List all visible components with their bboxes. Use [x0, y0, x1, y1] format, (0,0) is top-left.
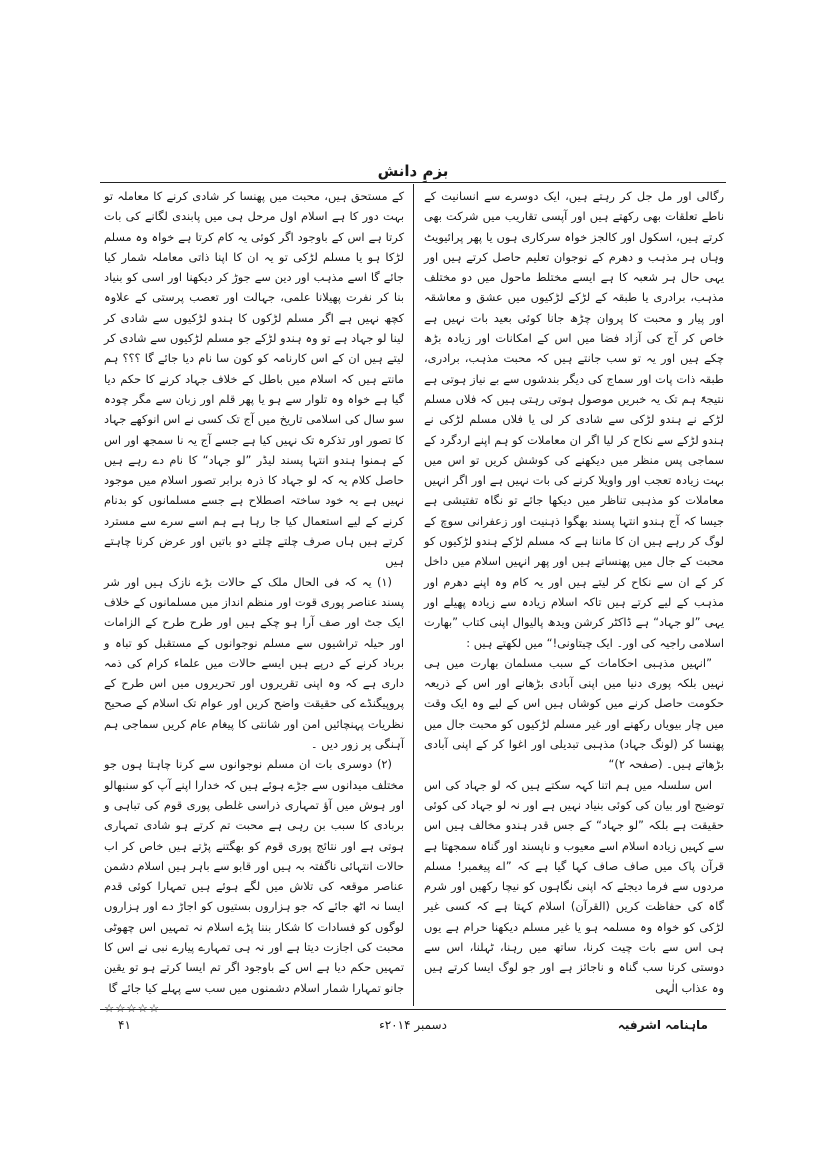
- end-stars: ☆☆☆☆☆: [104, 1000, 161, 1015]
- point-two-paragraph: (۲) دوسری بات ان مسلم نوجوانوں سے کرنا چاہتا ہوں جو مختلف میدانوں سے جڑے ہوئے ہیں کہ خدارا اپنے آپ کو سنبھالو اور ہوش میں آؤ تمہاری ذراسی غلطی پوری قوم کی تباہی و بربادی کا سبب بن رہی ہے محبت تم کرتے ہو شادی تمہاری ہوتی ہے اور نتائج پوری قوم کو بھگتنے پڑتے ہیں خاص کر اب حالات انتہائی ناگفتہ بہ ہیں اور قابو سے باہر ہیں اسلام دشمن عناصر موقعہ کی تلاش میں لگے ہوئے ہیں تمہارا کوئی قدم ایسا نہ اٹھ جائے کہ جو ہزاروں بستیوں کو اجاڑ دے اور ہزاروں لوگوں کو فسادات کا شکار بننا پڑے اسلام نہ تمہیں اس چھوٹی محبت کی اجازت دیتا ہے اور نہ ہی تمہارے پیارے نبی نے اس کا تمہیں حکم دیا ہے اس کے باوجود اگر تم ایسا کرتے ہو تو یقین جانو تمہارا شمار اسلام دشمنوں میں سب سے پہلے کیا جائے گا: [104, 757, 404, 995]
- column-divider: [413, 184, 414, 1006]
- footer-rule: [100, 1009, 726, 1010]
- section-title: بزمِ دانش: [377, 162, 449, 180]
- footer-magazine-name: ماہنامہ اشرفیہ: [617, 1018, 708, 1032]
- header-rule: [100, 182, 726, 183]
- quote-paragraph: ”انہیں مذہبی احکامات کے سبب مسلمان بھارت میں ہی نہیں بلکہ پوری دنیا میں اپنی آبادی بڑھانے اور اس کے ذریعہ حکومت حاصل کرنے میں کوشاں ہیں اس کے لیے وہ ایک وقت میں چار بیویاں رکھنے اور غیر مسلم لڑکیوں کو محبت جال میں پھنسا کر (لونگ جہاد) مذہبی تبدیلی اور اغوا کر کے اپنی آبادی بڑھاتے ہیں۔ (صفحہ ۲)“: [424, 655, 724, 772]
- left-column: [104, 186, 404, 1015]
- right-column: [424, 186, 724, 1006]
- page-number: ۴۱: [118, 1018, 131, 1032]
- right-paragraph-1: رگالی اور مل جل کر رہتے ہیں، ایک دوسرے سے انسانیت کے ناطے تعلقات بھی رکھتے ہیں اور آپسی تقاریب میں شرکت بھی کرتے ہیں، اسکول اور کالجز خواہ سرکاری ہوں یا پھر پرائیویٹ وہاں ہر مذہب و دھرم کے نوجوان تعلیم حاصل کرتے ہیں اور یہی حال ہر شعبہ کا ہے ایسے مختلط ماحول میں دو مختلف مذہب، برادری یا طبقہ کے لڑکے لڑکیوں میں عشق و معاشقہ اور پیار و محبت کا پروان چڑھ جانا کوئی بعید بات نہیں ہے خاص کر آج کی آزاد فضا میں اس کے امکانات اور زیادہ بڑھ چکے ہیں اور یہ تو سب جانتے ہیں کہ محبت مذہب، برادری، طبقہ ذات پات اور سماج کی دیگر بندشوں سے بے نیاز ہوتی ہے نتیجۃً ہم تک یہ خبریں موصول ہوتی رہتی ہیں کہ فلاں مسلم لڑکے نے ہندو لڑکی سے شادی کر لی یا فلاں مسلم لڑکی نے ہندو لڑکے سے نکاح کر لیا اگر ان معاملات کو ہم اپنے اردگرد کے سماجی پس منظر میں دیکھنے کی کوشش کریں تو اس میں بہت زیادہ تعجب اور واویلا کرنے کی بات نہیں ہے اور اگر انہیں معاملات کو مذہبی تناظر میں دیکھا جائے تو نگاہ تفتیشی ہے جیسا کہ آج ہندو انتہا پسند بھگوا ذہنیت اور زعفرانی سوچ کے لوگ کر رہے ہیں ان کا ماننا ہے کہ مسلم لڑکے ہندو لڑکیوں کو محبت کے جال میں پھنساتے ہیں اور پھر انہیں اسلام میں داخل کر کے ان سے نکاح کر لیتے ہیں اور یہ کام وہ اپنے دھرم اور مذہب کے لیے کرتے ہیں تاکہ اسلام زیادہ سے زیادہ پھیلے اور یہی ”لو جہاد“ ہے ڈاکٹر کرشن ویدھ پالیوال اپنی کتاب ”بھارت اسلامی راجیہ کی اور۔ ایک چیتاونی!“ میں لکھتے ہیں :: [424, 189, 724, 650]
- right-paragraph-3: اس سلسلہ میں ہم اتنا کہہ سکتے ہیں کہ لو جہاد کی اس توضیح اور بیان کی کوئی بنیاد نہیں ہے اور نہ لو جہاد کی کوئی حقیقت ہے بلکہ ”لو جہاد“ کے جس قدر ہندو مخالف ہیں اس سے کہیں زیادہ اسلام اسے معیوب و ناپسند اور گناہ سمجھتا ہے قرآن پاک میں صاف صاف کہا گیا ہے کہ ”اے پیغمبر! مسلم مردوں سے فرما دیجئے کہ اپنی نگاہوں کو نیچا رکھیں اور شرم گاہ کی حفاظت کریں (القرآن) اسلام کہتا ہے کہ کسی غیر لڑکی کو خواہ وہ مسلمہ ہو یا غیر مسلم دیکھنا حرام ہے یوں ہی اس سے بات چیت کرنا، ساتھ میں رہنا، ٹہلنا، اس سے دوستی کرنا سب گناہ و ناجائز ہے اور جو لوگ ایسا کرتے ہیں وہ عذاب الٰہی: [424, 777, 724, 995]
- footer-date: دسمبر ۲۰۱۴ء: [379, 1018, 447, 1032]
- left-paragraph-1: کے مستحق ہیں، محبت میں پھنسا کر شادی کرنے کا معاملہ تو بہت دور کا ہے اسلام اول مرحل ہی میں پابندی لگانے کی بات کرتا ہے اس کے باوجود اگر کوئی یہ کام کرتا ہے خواہ وہ مسلم لڑکا ہو یا مسلم لڑکی تو یہ ان کا اپنا ذاتی معاملہ شمار کیا جائے گا اسے مذہب اور دین سے جوڑ کر دیکھنا اور اسی کو بنیاد بنا کر نفرت پھیلانا علمی، جہالت اور تعصب پرستی کے علاوہ کچھ نہیں ہے اگر مسلم لڑکوں کا ہندو لڑکیوں سے شادی کر لینا لو جہاد ہے تو وہ ہندو لڑکے جو مسلم لڑکیوں سے شادی کر لیتے ہیں ان کے اس کارنامہ کو کون سا نام دیا جائے گا ؟؟؟ ہم مانتے ہیں کہ اسلام میں باطل کے خلاف جہاد کرنے کا حکم دیا گیا ہے خواہ وہ تلوار سے ہو یا پھر قلم اور زبان سے مگر چودہ سو سال کی اسلامی تاریخ میں آج تک کسی نے اس انوکھے جہاد کا تصور اور تذکرہ تک نہیں کیا ہے جسے آج یہ نا سمجھ اور اس کے ہمنوا ہندو انتہا پسند لیڈر ”لو جہاد“ کا نام دے رہے ہیں حاصل کلام یہ کہ لو جہاد کا ذرہ برابر تصور اسلام میں موجود نہیں ہے یہ خود ساختہ اصطلاح ہے جسے مسلمانوں کو بدنام کرنے کے لیے استعمال کیا جا رہا ہے ہم اسے سرے سے مسترد کرتے ہیں ہاں صرف چلتے چلتے دو باتیں اور عرض کرنا چاہتے ہیں: [104, 189, 404, 569]
- point-one-paragraph: (۱) یہ کہ فی الحال ملک کے حالات بڑے نازک ہیں اور شر پسند عناصر پوری قوت اور منظم انداز میں مسلمانوں کے خلاف ایک جٹ اور صف آرا ہو چکے ہیں اور طرح طرح کے الزامات اور حیلہ تراشیوں سے مسلم نوجوانوں کے مستقبل کو تباہ و برباد کرنے کے درپے ہیں ایسے حالات میں علماء کرام کی ذمہ داری ہے کہ وہ اپنی تقریروں اور تحریروں میں اس طرح کے پروپیگنڈے کی حقیقت واضح کریں اور عوام تک اسلام کے صحیح نظریات پہنچائیں امن اور شانتی کا پیغام عام کریں سماجی ہم آہنگی پر زور دیں ۔: [104, 574, 404, 752]
